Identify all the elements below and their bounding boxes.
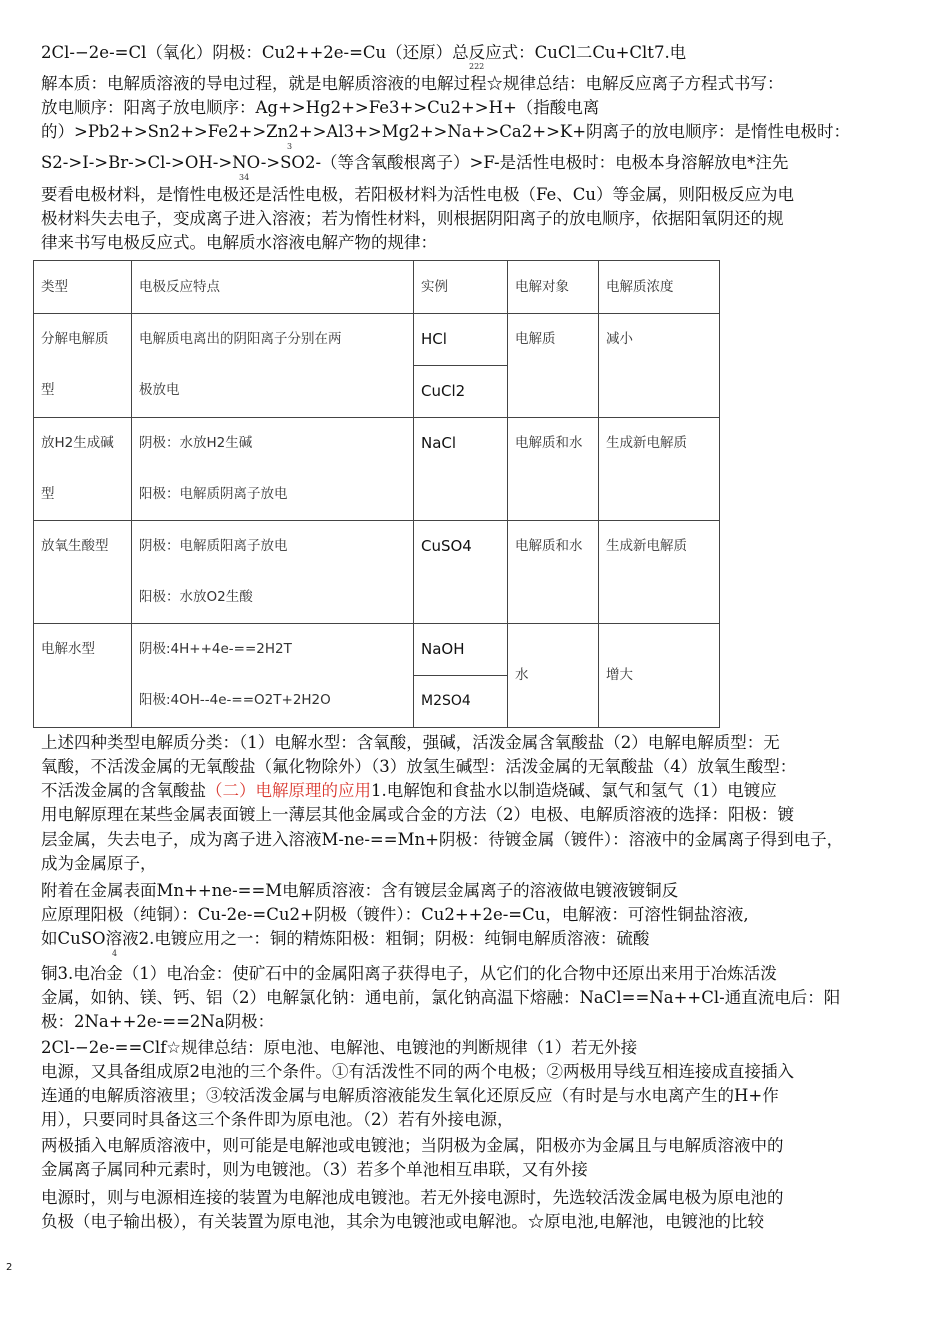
concentration-cell: 生成新电解质 [599,418,720,521]
object-cell: 电解质 [508,314,599,418]
subscript-note: 34 [239,173,250,182]
object-cell: 电解质和水 [508,521,599,624]
text-line: 层金属，失去电子，成为离子进入溶液M-ne-==Mn+阴极：待镀金属（镀件）：溶液中的金属离子得到电子， [41,830,844,849]
object-cell: 水 [508,624,599,728]
superscript-note: 222 [469,62,485,71]
text-line: 铜3.电冶金（1）电冶金：使矿石中的金属阳离子获得电子，从它们的化合物中还原出来用于冶炼活泼 [41,964,777,983]
feature-cell: 阴极：电解质阳离子放电 阳极：水放O2生酸 [132,521,414,624]
text-line: 如CuSO溶液2.电镀应用之一：铜的精炼阳极：粗铜；阴极：纯铜电解质溶液：硫酸 [41,929,650,948]
type-cell: 分解电解质 型 [34,314,132,418]
text-line: 金属离子属同种元素时，则为电镀池。（3）若多个单池相互串联，又有外接 [41,1160,588,1179]
text-line: S2->I->Br->Cl->OH->NO->SO2-（等含氧酸根离子）>F-是活性电极时：电极本身溶解放电*注先 [41,153,789,172]
text-line: 律来书写电极反应式。电解质水溶液电解产物的规律： [41,233,437,252]
table-row [34,624,720,676]
table-row [34,418,720,521]
example-cell: HCl [414,314,508,366]
example-cell: CuSO4 [414,521,508,624]
subscript-note: 4 [112,949,118,958]
concentration-cell: 减小 [599,314,720,418]
table-row [34,314,720,366]
object-cell: 电解质和水 [508,418,599,521]
header-cell: 类型 [34,261,132,314]
text-line: 2Cl-−2e-==Clf☆规律总结：原电池、电解池、电镀池的判断规律（1）若无外接 [41,1038,638,1057]
text-line: 的）>Pb2+>Sn2+>Fe2+>Zn2+>Al3+>Mg2+>Na+>Ca2+>K+阴离子的放电顺序：是惰性电极时： [41,122,851,141]
superscript-note: 3 [287,142,293,151]
header-cell: 实例 [414,261,508,314]
electrolysis-table [33,260,720,728]
page-number: 2 [6,1262,13,1273]
example-cell: M2SO4 [414,676,508,728]
header-cell: 电解对象 [508,261,599,314]
text-line: 2Cl-−2e-=Cl（氧化）阴极：Cu2++2e-=Cu（还原）总反应式：CuCl二Cu+Clt7.电 [41,43,687,62]
example-cell: NaOH [414,624,508,676]
example-cell: NaCl [414,418,508,521]
text-segment: 不活泼金属的含氧酸盐 [41,781,206,800]
example-cell: CuCl2 [414,366,508,418]
text-line: 上述四种类型电解质分类：（1）电解水型：含氧酸，强碱，活泼金属含氧酸盐（2）电解电解质型：无 [41,733,780,752]
text-line: 要看电极材料，是惰性电极还是活性电极，若阳极材料为活性电极（Fe、Cu）等金属，则阳极反应为电 [41,185,795,204]
text-line: 金属，如钠、镁、钙、铝（2）电解氯化钠：通电前，氯化钠高温下熔融：NaCl==Na++Cl-通直流电后：阳 [41,988,841,1007]
text-segment: 1.电解饱和食盐水以制造烧碱、氯气和氢气（1）电镀应 [371,781,777,800]
text-line: 电源，又具备组成原2电池的三个条件。①有活泼性不同的两个电极；②两极用导线互相连接成直接插入 [41,1062,794,1081]
text-line: 放电顺序：阳离子放电顺序：Ag+>Hg2+>Fe3+>Cu2+>H+（指酸电离 [41,98,600,117]
text-line: 极材料失去电子，变成离子进入溶液；若为惰性材料，则根据阴阳离子的放电顺序，依据阳氧阴还的规 [41,209,784,228]
text-line: 成为金属原子， [41,854,157,873]
text-line: 用），只要同时具备这三个条件即为原电池。（2）若有外接电源， [41,1110,514,1129]
section-heading: （二）电解原理的应用 [206,781,371,800]
text-line: 两极插入电解质溶液中，则可能是电解池或电镀池；当阴极为金属，阳极亦为金属且与电解质溶液中的 [41,1136,784,1155]
concentration-cell: 生成新电解质 [599,521,720,624]
concentration-cell: 增大 [599,624,720,728]
header-cell: 电解质浓度 [599,261,720,314]
feature-cell: 电解质电离出的阴阳离子分别在两 极放电 [132,314,414,418]
text-line: 连通的电解质溶液里；③较活泼金属与电解质溶液能发生氧化还原反应（有时是与水电离产生的H+作 [41,1086,779,1105]
text-line: 负极（电子输出极），有关装置为原电池，其余为电镀池或电解池。☆原电池,电解池，电镀池的比较 [41,1212,764,1231]
text-line [41,779,921,803]
text-line: 氧酸，不活泼金属的无氧酸盐（氟化物除外）（3）放氢生碱型：活泼金属的无氧酸盐（4）放氧生酸型： [41,757,797,776]
type-cell: 电解水型 [34,624,132,728]
text-line: 极：2Na++2e-==2Na阴极： [41,1012,275,1031]
feature-cell: 阴极:4H++4e-==2H2T 阳极:4OH--4e-==O2T+2H2O [132,624,414,728]
table-header-row [34,261,720,314]
table-row [34,521,720,624]
text-line: 用电解原理在某些金属表面镀上一薄层其他金属或合金的方法（2）电极、电解质溶液的选择：阳极：镀 [41,805,794,824]
feature-cell: 阴极：水放H2生碱 阳极：电解质阴离子放电 [132,418,414,521]
text-line: 解本质：电解质溶液的导电过程，就是电解质溶液的电解过程☆规律总结：电解反应离子方程式书写： [41,74,784,93]
type-cell: 放氧生酸型 [34,521,132,624]
text-line: 电源时，则与电源相连接的装置为电解池成电镀池。若无外接电源时，先选较活泼金属电极为原电池的 [41,1188,784,1207]
type-cell: 放H2生成碱 型 [34,418,132,521]
text-line: 附着在金属表面Mn++ne-==M电解质溶液：含有镀层金属离子的溶液做电镀液镀铜反 [41,881,679,900]
header-cell: 电极反应特点 [132,261,414,314]
text-line: 应原理阳极（纯铜）：Cu-2e-=Cu2+阴极（镀件）：Cu2++2e-=Cu，电解液：可溶性铜盐溶液, [41,905,749,924]
